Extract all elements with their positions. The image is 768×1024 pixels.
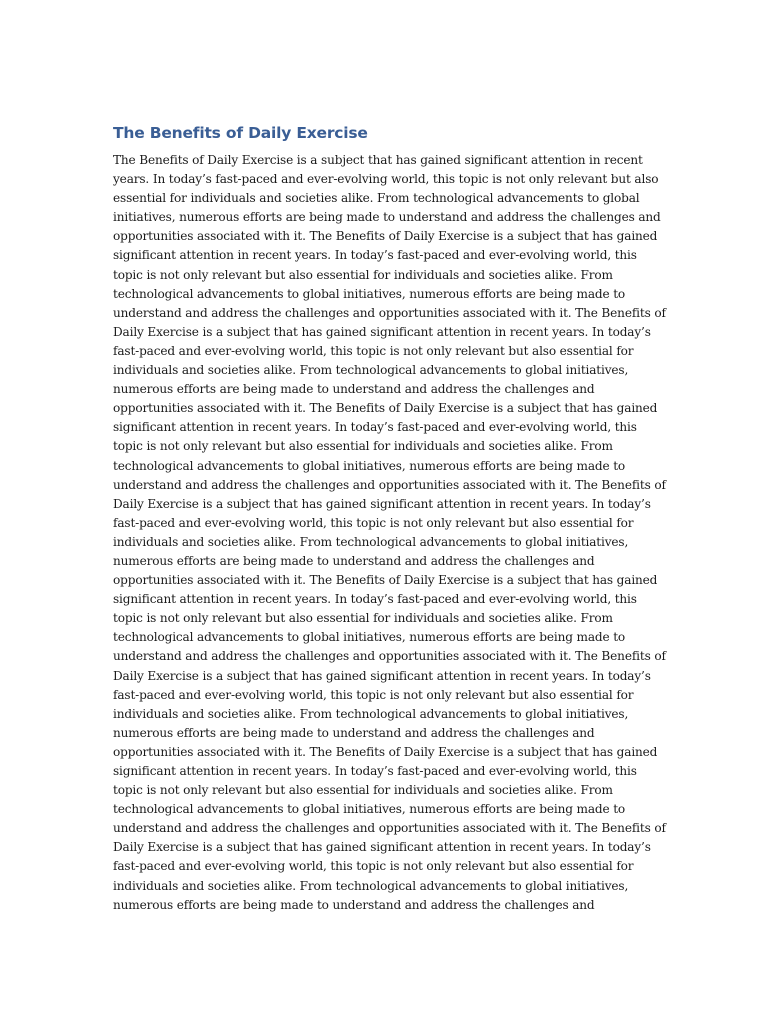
document-title: The Benefits of Daily Exercise — [113, 124, 368, 142]
body-line: fast-paced and ever-evolving world, this topic is not only relevant but also essential for — [113, 859, 634, 874]
body-line: Daily Exercise is a subject that has gained significant attention in recent years. In today’s — [113, 668, 651, 683]
body-line: Daily Exercise is a subject that has gained significant attention in recent years. In today’s — [113, 324, 651, 339]
body-line: technological advancements to global initiatives, numerous efforts are being made to — [113, 802, 626, 817]
body-line: years. In today’s fast-paced and ever-evolving world, this topic is not only relevant but also — [113, 172, 659, 187]
body-line: technological advancements to global initiatives, numerous efforts are being made to — [113, 630, 626, 645]
body-line: opportunities associated with it. The Benefits of Daily Exercise is a subject that has gained — [113, 744, 658, 759]
body-line: numerous efforts are being made to understand and address the challenges and — [113, 382, 595, 397]
body-line: opportunities associated with it. The Benefits of Daily Exercise is a subject that has gained — [113, 229, 658, 244]
body-line: significant attention in recent years. In today’s fast-paced and ever-evolving world, this — [113, 420, 637, 435]
body-line: technological advancements to global initiatives, numerous efforts are being made to — [113, 458, 626, 473]
body-line: fast-paced and ever-evolving world, this topic is not only relevant but also essential for — [113, 515, 634, 530]
body-line: initiatives, numerous efforts are being made to understand and address the challenges and — [113, 210, 661, 225]
body-line: understand and address the challenges and opportunities associated with it. The Benefits of — [113, 305, 666, 320]
body-line: understand and address the challenges and opportunities associated with it. The Benefits of — [113, 649, 666, 664]
body-line: opportunities associated with it. The Benefits of Daily Exercise is a subject that has gained — [113, 573, 658, 588]
body-line: Daily Exercise is a subject that has gained significant attention in recent years. In today’s — [113, 496, 651, 511]
body-line: individuals and societies alike. From technological advancements to global initiatives, — [113, 534, 629, 549]
body-line: technological advancements to global initiatives, numerous efforts are being made to — [113, 286, 626, 301]
body-line: essential for individuals and societies alike. From technological advancements to global — [113, 191, 640, 206]
body-line: numerous efforts are being made to understand and address the challenges and — [113, 725, 595, 740]
body-line: significant attention in recent years. In today’s fast-paced and ever-evolving world, this — [113, 592, 637, 607]
body-line: The Benefits of Daily Exercise is a subject that has gained significant attention in recent — [113, 153, 643, 167]
body-line: significant attention in recent years. In today’s fast-paced and ever-evolving world, this — [113, 248, 637, 263]
body-line: numerous efforts are being made to understand and address the challenges and — [113, 897, 595, 912]
body-line: individuals and societies alike. From technological advancements to global initiatives, — [113, 706, 629, 721]
body-line: topic is not only relevant but also essential for individuals and societies alike. From — [113, 611, 613, 626]
body-line: topic is not only relevant but also essential for individuals and societies alike. From — [113, 267, 613, 282]
body-line: topic is not only relevant but also essential for individuals and societies alike. From — [113, 439, 613, 454]
body-line: understand and address the challenges and opportunities associated with it. The Benefits of — [113, 821, 666, 836]
body-line: Daily Exercise is a subject that has gained significant attention in recent years. In today’s — [113, 840, 651, 855]
body-line: individuals and societies alike. From technological advancements to global initiatives, — [113, 363, 629, 378]
body-line: fast-paced and ever-evolving world, this topic is not only relevant but also essential for — [113, 687, 634, 702]
body-line: understand and address the challenges and opportunities associated with it. The Benefits of — [113, 477, 666, 492]
body-line: numerous efforts are being made to understand and address the challenges and — [113, 553, 595, 568]
body-line: fast-paced and ever-evolving world, this topic is not only relevant but also essential for — [113, 343, 634, 358]
body-line: individuals and societies alike. From technological advancements to global initiatives, — [113, 878, 629, 893]
document-body — [113, 151, 666, 915]
body-line: topic is not only relevant but also essential for individuals and societies alike. From — [113, 783, 613, 798]
body-line: significant attention in recent years. In today’s fast-paced and ever-evolving world, this — [113, 764, 637, 778]
body-line: opportunities associated with it. The Benefits of Daily Exercise is a subject that has gained — [113, 401, 658, 416]
